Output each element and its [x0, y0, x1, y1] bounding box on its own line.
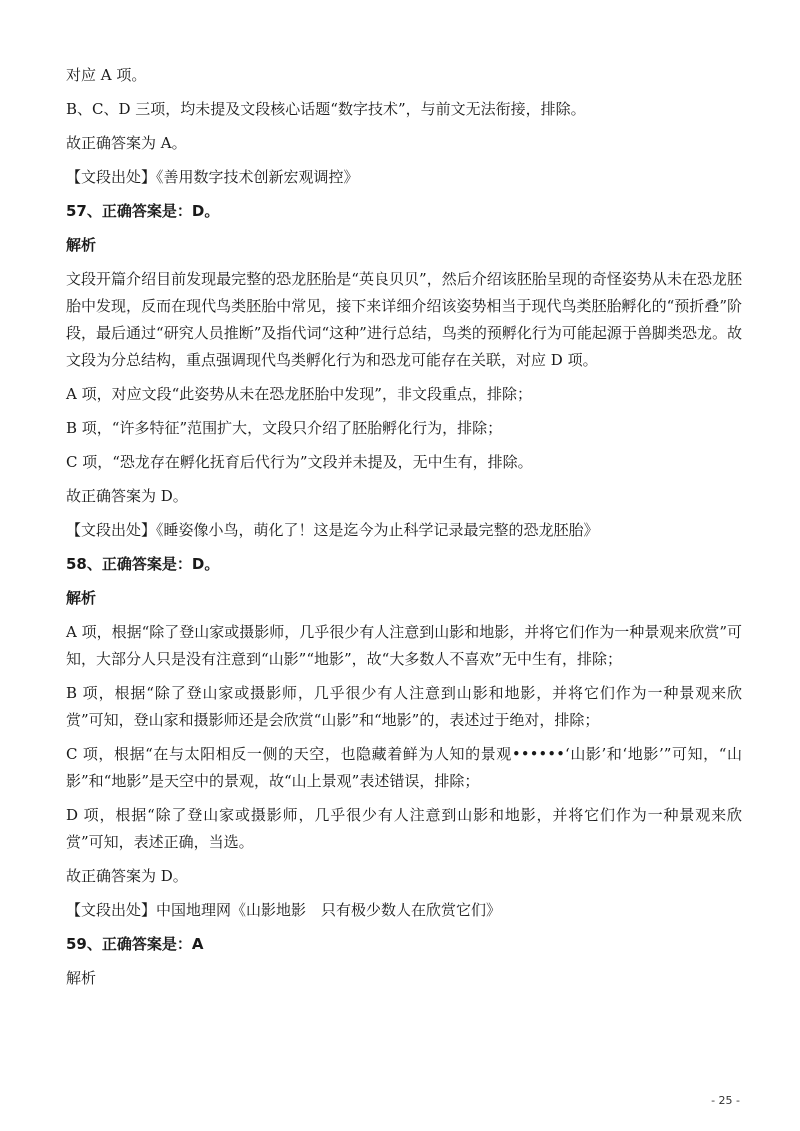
paragraph: B、C、D 三项，均未提及文段核心话题“数字技术”，与前文无法衔接，排除。 — [66, 100, 586, 118]
paragraph: D 项，根据“除了登山家或摄影师，几乎很少有人注意到山影和地影，并将它们作为一种景观来欣赏”可知，表述正确，当选。 — [66, 806, 742, 851]
section-heading: 解析 — [66, 236, 97, 254]
paragraph: 故正确答案为 D。 — [66, 867, 188, 885]
paragraph: A 项，对应文段“此姿势从未在恐龙胚胎中发现”，非文段重点，排除； — [66, 385, 532, 403]
paragraph: 文段开篇介绍目前发现最完整的恐龙胚胎是“英良贝贝”，然后介绍该胚胎呈现的奇怪姿势从未在恐龙胚胎中发现，反而在现代鸟类胚胎中常见，接下来详细介绍该姿势相当于现代鸟类胚胎孵化的“预折叠”阶段，最后通过“研究人员推断”及指代词“这种”进行总结，鸟类的预孵化行为可能起源于兽脚类恐龙。故文段为分总结构，重点强调现代鸟类孵化行为和恐龙可能存在关联，对应 D 项。 — [66, 270, 742, 369]
paragraph: C 项，“恐龙存在孵化抚育后代行为”文段并未提及，无中生有，排除。 — [66, 453, 533, 471]
paragraph: 【文段出处】中国地理网《山影地影 只有极少数人在欣赏它们》 — [66, 901, 502, 919]
paragraph: 解析 — [66, 969, 97, 987]
paragraph: B 项，根据“除了登山家或摄影师，几乎很少有人注意到山影和地影，并将它们作为一种景观来欣赏”可知，登山家和摄影师还是会欣赏“山影”和“地影”的，表述过于绝对，排除； — [66, 684, 742, 729]
paragraph: 故正确答案为 D。 — [66, 487, 188, 505]
paragraph: 【文段出处】《善用数字技术创新宏观调控》 — [66, 168, 359, 186]
document-body — [66, 62, 742, 999]
page-number: - 25 - — [711, 1094, 740, 1107]
section-heading: 57、正确答案是：D。 — [66, 202, 220, 220]
section-heading: 58、正确答案是：D。 — [66, 555, 220, 573]
section-heading: 解析 — [66, 589, 97, 607]
paragraph: A 项，根据“除了登山家或摄影师，几乎很少有人注意到山影和地影，并将它们作为一种景观来欣赏”可知，大部分人只是没有注意到“山影”“地影”，故“大多数人不喜欢”无中生有，排除； — [66, 623, 742, 668]
paragraph: B 项，“许多特征”范围扩大，文段只介绍了胚胎孵化行为，排除； — [66, 419, 503, 437]
paragraph: C 项，根据“在与太阳相反一侧的天空，也隐藏着鲜为人知的景观••••••‘山影’和‘地影’”可知，“山影”和“地影”是天空中的景观，故“山上景观”表述错误，排除； — [66, 745, 742, 790]
paragraph: 【文段出处】《睡姿像小鸟，萌化了！这是迄今为止科学记录最完整的恐龙胚胎》 — [66, 521, 599, 539]
section-heading: 59、正确答案是：A — [66, 935, 204, 953]
paragraph: 对应 A 项。 — [66, 66, 147, 84]
paragraph: 故正确答案为 A。 — [66, 134, 187, 152]
